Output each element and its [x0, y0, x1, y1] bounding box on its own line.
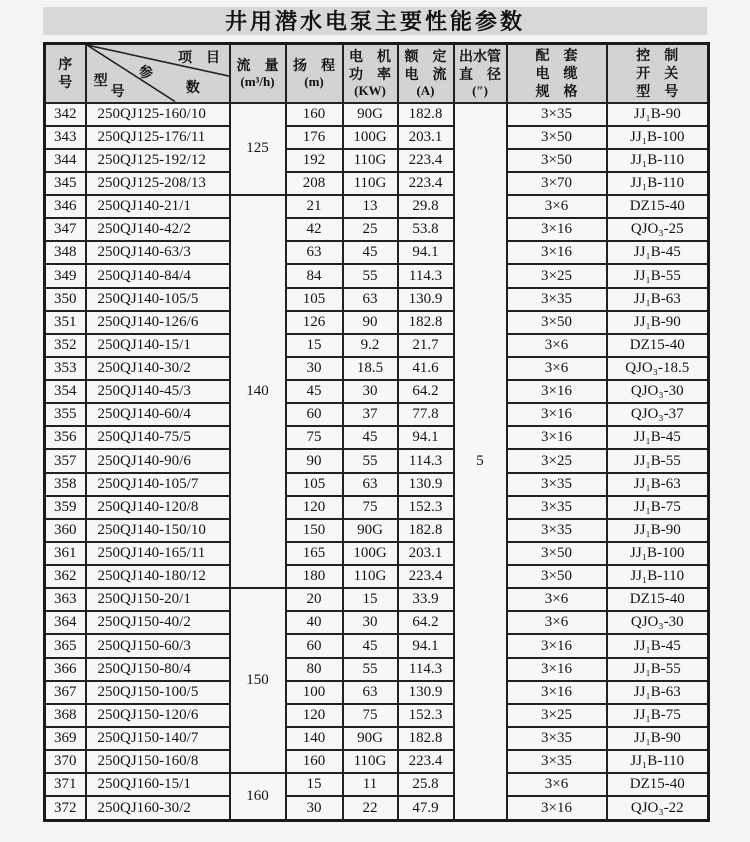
table-row: [45, 634, 709, 657]
cell-control-switch: DZ15-40: [607, 195, 709, 218]
cell-serial-number: 350: [45, 288, 86, 311]
cell-model: 250QJ140-21/1: [86, 195, 230, 218]
table-row: [45, 403, 709, 426]
header-motor-power: 电 机 功 率 (KW): [343, 44, 398, 103]
diagonal-label-model-2: 号: [110, 83, 125, 100]
table-body: [45, 103, 709, 821]
cell-flow-rate-merged: 150: [230, 588, 286, 773]
cell-model: 250QJ140-90/6: [86, 449, 230, 472]
cell-head: 100: [286, 681, 343, 704]
cell-serial-number: 343: [45, 126, 86, 149]
header-control-switch: 控 制 开 关 型 号: [607, 44, 709, 103]
cell-serial-number: 352: [45, 334, 86, 357]
cell-cable-spec: 3×16: [507, 796, 607, 820]
cell-motor-power: 30: [343, 380, 398, 403]
cell-serial-number: 346: [45, 195, 86, 218]
cell-motor-power: 45: [343, 634, 398, 657]
cell-control-switch: JJ₁B-55: [607, 264, 709, 287]
cell-head: 160: [286, 750, 343, 773]
cell-head: 192: [286, 149, 343, 172]
cell-motor-power: 110G: [343, 149, 398, 172]
cell-model: 250QJ125-160/10: [86, 103, 230, 126]
cell-control-switch: JJ₁B-90: [607, 311, 709, 334]
table-row: [45, 750, 709, 773]
cell-model: 250QJ140-120/8: [86, 496, 230, 519]
cell-control-switch: JJ₁B-45: [607, 426, 709, 449]
cell-serial-number: 345: [45, 172, 86, 195]
cell-rated-current: 182.8: [398, 311, 454, 334]
cell-cable-spec: 3×25: [507, 449, 607, 472]
table-row: [45, 172, 709, 195]
cell-model: 250QJ140-126/6: [86, 311, 230, 334]
cell-head: 45: [286, 380, 343, 403]
cell-motor-power: 30: [343, 611, 398, 634]
cell-motor-power: 75: [343, 496, 398, 519]
cell-model: 250QJ150-140/7: [86, 727, 230, 750]
cell-motor-power: 90G: [343, 727, 398, 750]
cell-rated-current: 223.4: [398, 149, 454, 172]
cell-control-switch: JJ₁B-110: [607, 172, 709, 195]
header-model-diagonal: [86, 44, 230, 103]
cell-flow-rate-merged: 160: [230, 773, 286, 820]
table-row: [45, 426, 709, 449]
table-row: [45, 149, 709, 172]
cell-model: 250QJ140-63/3: [86, 241, 230, 264]
table-row: [45, 126, 709, 149]
cell-rated-current: 114.3: [398, 264, 454, 287]
cell-model: 250QJ140-45/3: [86, 380, 230, 403]
cell-cable-spec: 3×35: [507, 519, 607, 542]
cell-model: 250QJ150-40/2: [86, 611, 230, 634]
cell-cable-spec: 3×50: [507, 565, 607, 588]
cell-cable-spec: 3×6: [507, 195, 607, 218]
cell-control-switch: JJ₁B-90: [607, 103, 709, 126]
cell-motor-power: 15: [343, 588, 398, 611]
cell-rated-current: 203.1: [398, 542, 454, 565]
cell-serial-number: 368: [45, 704, 86, 727]
table-row: [45, 103, 709, 126]
cell-head: 84: [286, 264, 343, 287]
cell-control-switch: JJ₁B-55: [607, 658, 709, 681]
cell-model: 250QJ150-100/5: [86, 681, 230, 704]
cell-control-switch: JJ₁B-90: [607, 519, 709, 542]
cell-cable-spec: 3×50: [507, 311, 607, 334]
diagonal-label-param-1: 参: [139, 64, 154, 81]
cell-rated-current: 182.8: [398, 727, 454, 750]
table-row: [45, 380, 709, 403]
cell-head: 105: [286, 288, 343, 311]
cell-motor-power: 18.5: [343, 357, 398, 380]
table-row: [45, 681, 709, 704]
cell-serial-number: 370: [45, 750, 86, 773]
cell-model: 250QJ150-80/4: [86, 658, 230, 681]
cell-model: 250QJ125-176/11: [86, 126, 230, 149]
cell-serial-number: 361: [45, 542, 86, 565]
table-row: [45, 218, 709, 241]
cell-serial-number: 369: [45, 727, 86, 750]
cell-head: 15: [286, 773, 343, 796]
cell-model: 250QJ140-105/7: [86, 473, 230, 496]
cell-control-switch: JJ₁B-63: [607, 288, 709, 311]
cell-cable-spec: 3×16: [507, 403, 607, 426]
table-row: [45, 773, 709, 796]
cell-motor-power: 90G: [343, 519, 398, 542]
cell-model: 250QJ140-42/2: [86, 218, 230, 241]
cell-control-switch: JJ₁B-55: [607, 449, 709, 472]
header-serial-number: 序 号: [45, 44, 86, 103]
cell-serial-number: 359: [45, 496, 86, 519]
cell-serial-number: 355: [45, 403, 86, 426]
cell-head: 126: [286, 311, 343, 334]
cell-rated-current: 47.9: [398, 796, 454, 820]
cell-rated-current: 114.3: [398, 658, 454, 681]
cell-cable-spec: 3×35: [507, 288, 607, 311]
cell-control-switch: JJ₁B-100: [607, 126, 709, 149]
cell-serial-number: 349: [45, 264, 86, 287]
cell-model: 250QJ140-165/11: [86, 542, 230, 565]
cell-cable-spec: 3×70: [507, 172, 607, 195]
table-row: [45, 449, 709, 472]
cell-rated-current: 182.8: [398, 519, 454, 542]
cell-cable-spec: 3×16: [507, 658, 607, 681]
cell-motor-power: 45: [343, 241, 398, 264]
cell-model: 250QJ150-20/1: [86, 588, 230, 611]
cell-motor-power: 25: [343, 218, 398, 241]
cell-head: 160: [286, 103, 343, 126]
cell-cable-spec: 3×35: [507, 750, 607, 773]
cell-serial-number: 372: [45, 796, 86, 820]
cell-serial-number: 371: [45, 773, 86, 796]
cell-rated-current: 25.8: [398, 773, 454, 796]
cell-motor-power: 63: [343, 473, 398, 496]
cell-motor-power: 110G: [343, 565, 398, 588]
cell-control-switch: JJ₁B-45: [607, 634, 709, 657]
table-row: [45, 288, 709, 311]
table-row: [45, 704, 709, 727]
cell-head: 60: [286, 634, 343, 657]
table-row: [45, 611, 709, 634]
table-row: [45, 357, 709, 380]
cell-head: 40: [286, 611, 343, 634]
cell-cable-spec: 3×16: [507, 218, 607, 241]
cell-motor-power: 45: [343, 426, 398, 449]
cell-rated-current: 21.7: [398, 334, 454, 357]
cell-cable-spec: 3×50: [507, 126, 607, 149]
cell-cable-spec: 3×16: [507, 634, 607, 657]
cell-model: 250QJ150-160/8: [86, 750, 230, 773]
table-row: [45, 519, 709, 542]
cell-cable-spec: 3×6: [507, 334, 607, 357]
cell-motor-power: 63: [343, 288, 398, 311]
cell-cable-spec: 3×6: [507, 611, 607, 634]
cell-serial-number: 347: [45, 218, 86, 241]
table-row: [45, 264, 709, 287]
cell-head: 105: [286, 473, 343, 496]
cell-control-switch: JJ₁B-45: [607, 241, 709, 264]
cell-control-switch: DZ15-40: [607, 773, 709, 796]
pump-performance-table: [43, 42, 710, 822]
cell-head: 63: [286, 241, 343, 264]
cell-cable-spec: 3×25: [507, 264, 607, 287]
cell-rated-current: 223.4: [398, 750, 454, 773]
cell-control-switch: JJ₁B-75: [607, 704, 709, 727]
table-row: [45, 542, 709, 565]
cell-control-switch: QJO₃-30: [607, 380, 709, 403]
cell-model: 250QJ125-192/12: [86, 149, 230, 172]
cell-rated-current: 130.9: [398, 681, 454, 704]
cell-rated-current: 114.3: [398, 449, 454, 472]
cell-model: 250QJ140-30/2: [86, 357, 230, 380]
cell-head: 150: [286, 519, 343, 542]
cell-cable-spec: 3×6: [507, 357, 607, 380]
cell-head: 75: [286, 426, 343, 449]
cell-serial-number: 357: [45, 449, 86, 472]
cell-motor-power: 11: [343, 773, 398, 796]
cell-motor-power: 90: [343, 311, 398, 334]
cell-head: 30: [286, 357, 343, 380]
cell-serial-number: 365: [45, 634, 86, 657]
cell-motor-power: 55: [343, 449, 398, 472]
diagonal-label-param-2: 数: [185, 78, 200, 95]
cell-rated-current: 152.3: [398, 496, 454, 519]
table-row: [45, 796, 709, 820]
cell-cable-spec: 3×16: [507, 241, 607, 264]
cell-head: 140: [286, 727, 343, 750]
cell-control-switch: JJ₁B-110: [607, 565, 709, 588]
cell-rated-current: 94.1: [398, 241, 454, 264]
page-title: 井用潜水电泵主要性能参数: [43, 7, 707, 35]
cell-serial-number: 363: [45, 588, 86, 611]
cell-outlet-diameter-merged: 5: [454, 103, 507, 821]
cell-model: 250QJ140-105/5: [86, 288, 230, 311]
cell-rated-current: 182.8: [398, 103, 454, 126]
cell-head: 20: [286, 588, 343, 611]
cell-cable-spec: 3×16: [507, 426, 607, 449]
cell-motor-power: 9.2: [343, 334, 398, 357]
cell-model: 250QJ150-120/6: [86, 704, 230, 727]
cell-serial-number: 348: [45, 241, 86, 264]
cell-control-switch: QJO₃-37: [607, 403, 709, 426]
cell-serial-number: 358: [45, 473, 86, 496]
cell-motor-power: 55: [343, 658, 398, 681]
cell-motor-power: 110G: [343, 172, 398, 195]
cell-model: 250QJ160-15/1: [86, 773, 230, 796]
cell-head: 42: [286, 218, 343, 241]
cell-rated-current: 130.9: [398, 473, 454, 496]
cell-model: 250QJ140-84/4: [86, 264, 230, 287]
cell-rated-current: 94.1: [398, 634, 454, 657]
diagonal-label-model-1: 型: [93, 72, 108, 89]
cell-model: 250QJ140-150/10: [86, 519, 230, 542]
table-row: [45, 473, 709, 496]
cell-rated-current: 130.9: [398, 288, 454, 311]
cell-model: 250QJ150-60/3: [86, 634, 230, 657]
cell-rated-current: 64.2: [398, 380, 454, 403]
cell-rated-current: 203.1: [398, 126, 454, 149]
cell-rated-current: 41.6: [398, 357, 454, 380]
diagonal-label-item: 项 目: [177, 49, 220, 66]
cell-motor-power: 37: [343, 403, 398, 426]
cell-cable-spec: 3×6: [507, 588, 607, 611]
cell-cable-spec: 3×35: [507, 496, 607, 519]
cell-flow-rate-merged: 125: [230, 103, 286, 196]
cell-motor-power: 110G: [343, 750, 398, 773]
cell-control-switch: JJ₁B-110: [607, 750, 709, 773]
cell-cable-spec: 3×50: [507, 149, 607, 172]
cell-rated-current: 77.8: [398, 403, 454, 426]
cell-motor-power: 100G: [343, 126, 398, 149]
cell-head: 80: [286, 658, 343, 681]
cell-head: 30: [286, 796, 343, 820]
cell-serial-number: 366: [45, 658, 86, 681]
cell-control-switch: JJ₁B-75: [607, 496, 709, 519]
cell-serial-number: 354: [45, 380, 86, 403]
header-flow-rate: 流 量 (m³/h): [230, 44, 286, 103]
table-row: [45, 727, 709, 750]
cell-serial-number: 353: [45, 357, 86, 380]
cell-model: 250QJ140-15/1: [86, 334, 230, 357]
cell-serial-number: 367: [45, 681, 86, 704]
cell-head: 21: [286, 195, 343, 218]
cell-motor-power: 55: [343, 264, 398, 287]
cell-cable-spec: 3×35: [507, 103, 607, 126]
cell-motor-power: 100G: [343, 542, 398, 565]
cell-rated-current: 29.8: [398, 195, 454, 218]
cell-serial-number: 362: [45, 565, 86, 588]
cell-model: 250QJ140-75/5: [86, 426, 230, 449]
cell-control-switch: QJO₃-22: [607, 796, 709, 820]
table-row: [45, 658, 709, 681]
cell-motor-power: 90G: [343, 103, 398, 126]
cell-serial-number: 364: [45, 611, 86, 634]
cell-cable-spec: 3×35: [507, 727, 607, 750]
header-rated-current: 额 定 电 流 (A): [398, 44, 454, 103]
cell-rated-current: 94.1: [398, 426, 454, 449]
cell-control-switch: JJ₁B-100: [607, 542, 709, 565]
cell-control-switch: JJ₁B-110: [607, 149, 709, 172]
cell-cable-spec: 3×16: [507, 681, 607, 704]
cell-control-switch: QJO₃-25: [607, 218, 709, 241]
cell-head: 180: [286, 565, 343, 588]
cell-head: 90: [286, 449, 343, 472]
table-row: [45, 311, 709, 334]
cell-rated-current: 152.3: [398, 704, 454, 727]
cell-serial-number: 360: [45, 519, 86, 542]
cell-motor-power: 13: [343, 195, 398, 218]
cell-cable-spec: 3×35: [507, 473, 607, 496]
cell-motor-power: 75: [343, 704, 398, 727]
cell-rated-current: 223.4: [398, 172, 454, 195]
table-row: [45, 496, 709, 519]
table-row: [45, 565, 709, 588]
cell-head: 120: [286, 496, 343, 519]
cell-cable-spec: 3×50: [507, 542, 607, 565]
cell-model: 250QJ140-180/12: [86, 565, 230, 588]
table-row: [45, 241, 709, 264]
cell-rated-current: 64.2: [398, 611, 454, 634]
cell-cable-spec: 3×16: [507, 380, 607, 403]
cell-model: 250QJ160-30/2: [86, 796, 230, 820]
cell-head: 165: [286, 542, 343, 565]
cell-serial-number: 351: [45, 311, 86, 334]
header-cable-spec: 配 套 电 缆 规 格: [507, 44, 607, 103]
cell-motor-power: 63: [343, 681, 398, 704]
cell-head: 120: [286, 704, 343, 727]
cell-control-switch: QJO₃-18.5: [607, 357, 709, 380]
cell-serial-number: 344: [45, 149, 86, 172]
cell-head: 60: [286, 403, 343, 426]
cell-control-switch: JJ₁B-63: [607, 473, 709, 496]
cell-cable-spec: 3×25: [507, 704, 607, 727]
cell-head: 208: [286, 172, 343, 195]
cell-control-switch: DZ15-40: [607, 334, 709, 357]
header-head: 扬 程 (m): [286, 44, 343, 103]
table-row: [45, 588, 709, 611]
cell-serial-number: 356: [45, 426, 86, 449]
header-row: [45, 44, 709, 103]
cell-head: 176: [286, 126, 343, 149]
cell-model: 250QJ125-208/13: [86, 172, 230, 195]
cell-model: 250QJ140-60/4: [86, 403, 230, 426]
cell-serial-number: 342: [45, 103, 86, 126]
cell-rated-current: 223.4: [398, 565, 454, 588]
cell-rated-current: 33.9: [398, 588, 454, 611]
cell-control-switch: QJO₃-30: [607, 611, 709, 634]
cell-head: 15: [286, 334, 343, 357]
cell-cable-spec: 3×6: [507, 773, 607, 796]
cell-control-switch: DZ15-40: [607, 588, 709, 611]
cell-motor-power: 22: [343, 796, 398, 820]
table-row: [45, 334, 709, 357]
cell-rated-current: 53.8: [398, 218, 454, 241]
table-row: [45, 195, 709, 218]
cell-control-switch: JJ₁B-63: [607, 681, 709, 704]
header-outlet-diameter: 出水管 直 径 (″): [454, 44, 507, 103]
cell-flow-rate-merged: 140: [230, 195, 286, 588]
cell-control-switch: JJ₁B-90: [607, 727, 709, 750]
